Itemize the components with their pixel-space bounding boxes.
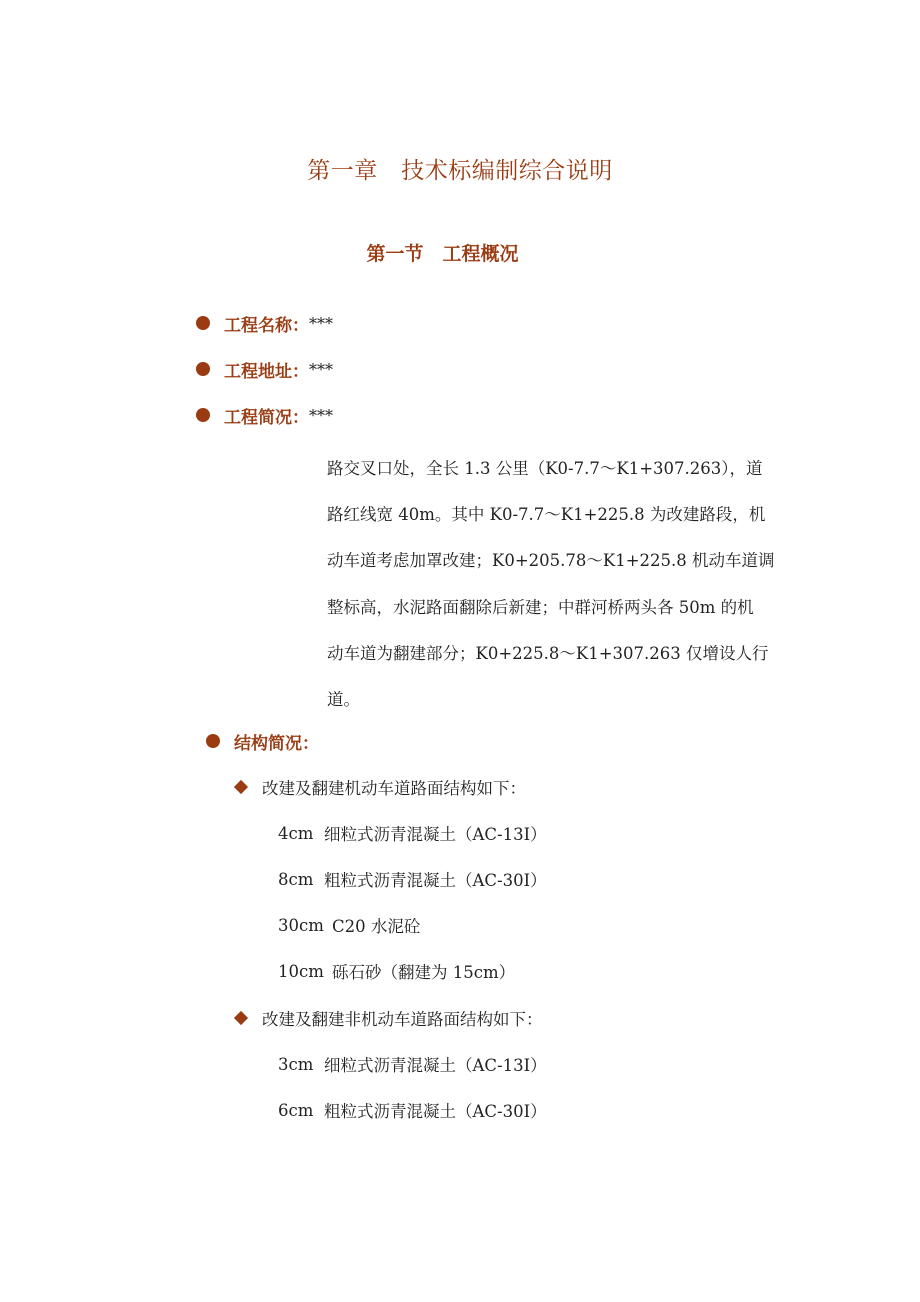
- bullet-dot-icon: [196, 408, 210, 422]
- overview-paragraph: [327, 446, 785, 723]
- bullet-dot-icon: [196, 362, 210, 376]
- non-motor-layer-row: [278, 1051, 547, 1077]
- layer-thickness: 4cm: [278, 823, 314, 843]
- project-overview-item: [196, 402, 333, 428]
- overview-line: 道。: [327, 690, 360, 710]
- layer-material: 细粒式沥青混凝土（AC-13I）: [324, 1056, 547, 1075]
- project-name-value: ***: [309, 313, 333, 333]
- project-address-value: ***: [309, 359, 333, 379]
- bullet-dot-icon: [196, 316, 210, 330]
- chapter-title: 第一章 技术标编制综合说明: [307, 158, 613, 184]
- layer-material: 砾石砂（翻建为 15cm）: [332, 963, 516, 982]
- structure-heading-item: [206, 728, 319, 754]
- layer-thickness: 10cm: [278, 961, 324, 981]
- motor-layer-row: [278, 820, 547, 846]
- diamond-bullet-icon: [234, 1011, 248, 1025]
- bullet-dot-icon: [206, 734, 220, 748]
- non-motor-layer-row: [278, 1097, 547, 1123]
- motor-layer-row: [278, 958, 515, 984]
- overview-line: 路红线宽 40m。其中 K0-7.7～K1+225.8 为改建路段，机: [327, 505, 766, 525]
- layer-thickness: 3cm: [278, 1054, 314, 1074]
- overview-line: 动车道考虑加罩改建；K0+205.78～K1+225.8 机动车道调: [327, 551, 775, 571]
- section-title: 第一节 工程概况: [366, 243, 519, 265]
- project-overview-label: 工程简况：: [224, 407, 309, 428]
- overview-line: 路交叉口处，全长 1.3 公里（K0-7.7～K1+307.263），道: [327, 459, 763, 478]
- overview-line: 整标高，水泥路面翻除后新建；中群河桥两头各 50m 的机: [327, 597, 754, 617]
- structure-heading: 结构简况：: [234, 733, 319, 754]
- layer-material: 细粒式沥青混凝土（AC-13I）: [324, 825, 547, 844]
- layer-thickness: 6cm: [278, 1100, 314, 1120]
- motor-lane-heading: 改建及翻建机动车道路面结构如下：: [262, 779, 526, 798]
- layer-material: 粗粒式沥青混凝土（AC-30I）: [324, 871, 547, 890]
- motor-layer-row: [278, 866, 547, 892]
- motor-layer-row: [278, 912, 420, 938]
- project-name-item: [196, 310, 333, 336]
- diamond-bullet-icon: [234, 780, 248, 794]
- motor-lane-heading-item: [234, 774, 526, 800]
- layer-thickness: 8cm: [278, 869, 314, 889]
- layer-thickness: 30cm: [278, 915, 324, 935]
- layer-material: 粗粒式沥青混凝土（AC-30I）: [324, 1102, 547, 1121]
- project-overview-value: ***: [309, 405, 333, 425]
- project-name-label: 工程名称：: [224, 315, 309, 336]
- overview-line: 动车道为翻建部分；K0+225.8～K1+307.263 仅增设人行: [327, 643, 769, 663]
- layer-material: C20 水泥砼: [332, 917, 421, 936]
- project-address-label: 工程地址：: [224, 361, 309, 382]
- non-motor-lane-heading-item: [234, 1005, 543, 1031]
- non-motor-lane-heading: 改建及翻建非机动车道路面结构如下：: [262, 1010, 543, 1029]
- project-address-item: [196, 356, 333, 382]
